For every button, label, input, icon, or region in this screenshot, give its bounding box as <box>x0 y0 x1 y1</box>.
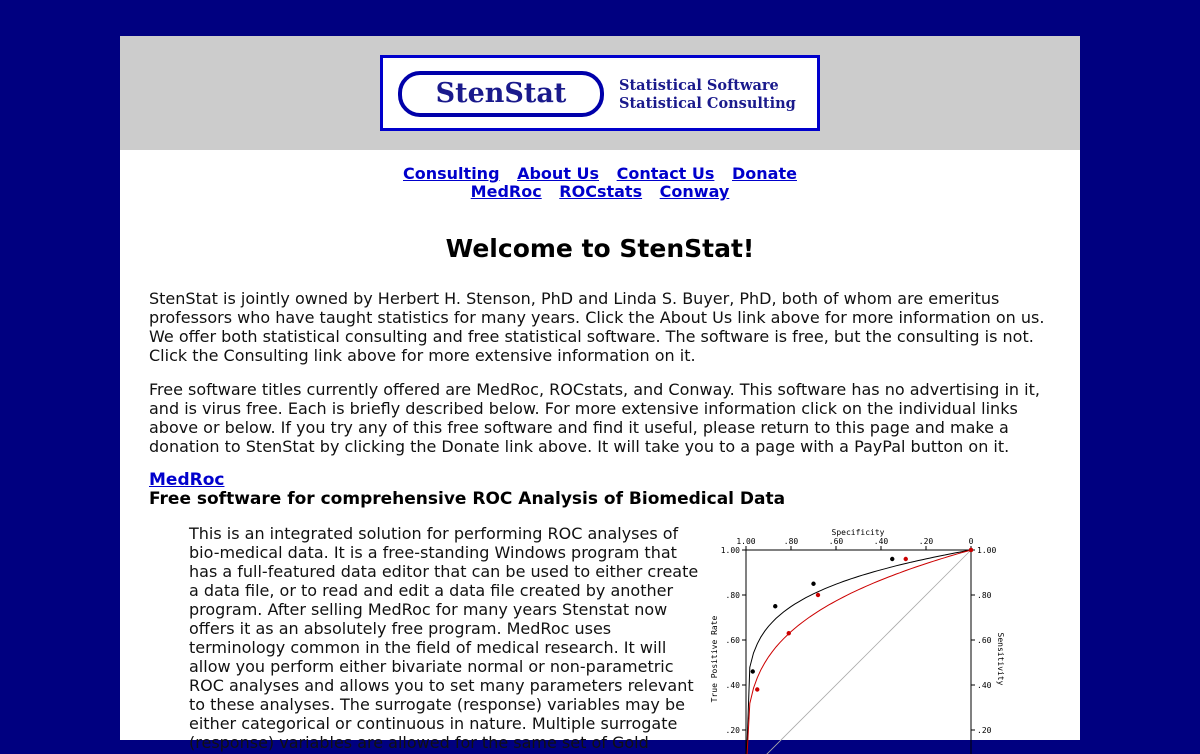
series-point-black <box>811 582 815 586</box>
series-point-black <box>751 669 755 673</box>
nav-link-about-us[interactable]: About Us <box>517 164 600 183</box>
header-banner <box>120 36 1080 150</box>
nav-link-contact-us[interactable]: Contact Us <box>616 164 715 183</box>
nav-link-consulting[interactable]: Consulting <box>403 164 500 183</box>
top-tick-label: .60 <box>828 537 844 546</box>
chart-top-ticks <box>736 537 973 550</box>
top-tick-label: .80 <box>783 537 799 546</box>
chart-diagonal <box>746 550 971 754</box>
logo-wordmark: StenStat <box>398 71 604 117</box>
series-point-red <box>787 631 791 635</box>
stenstat-logo[interactable] <box>380 55 820 131</box>
chart-label-sensitivity: Sensitivity <box>996 632 1005 686</box>
top-tick-label: 0 <box>968 537 974 546</box>
main-nav <box>120 165 1080 201</box>
chart-series-layer <box>746 548 973 754</box>
series-point-black <box>890 557 894 561</box>
page-container <box>120 36 1080 752</box>
nav-link-rocstats[interactable]: ROCstats <box>559 182 643 201</box>
right-tick-label: 1.00 <box>977 546 997 555</box>
intro-paragraph: StenStat is jointly owned by Herbert H. Stenson, PhD and Linda S. Buyer, PhD, both of whom are emeritus professors who have taught statistics for many years. Click the About Us link above for more information on us. We offer both statistical consulting and free statistical software. The software is free, but the consulting is not. Click the Consulting link above for more extensive information on it. <box>149 289 1045 365</box>
medroc-description: This is an integrated solution for performing ROC analyses of bio-medical data. It is a free-standing Windows program that has a full-featured data editor that can be used to either create a data file, or to read and edit a data file created by another program. After selling MedRoc for many years Stenstat now offers it as an absolutely free program. MedRoc uses terminology common in the field of medical research. It will allow you perform either bivariate normal or non-parametric ROC analyses and allows you to set many parameters relevant to these analyses. The surrogate (response) variables may be either categorical or continuous in nature. Multiple surrogate (response) variables are allowed for the same set of Gold <box>189 524 699 752</box>
chart-left-ticks <box>721 546 746 735</box>
chart-right-ticks <box>971 546 996 735</box>
series-point-red <box>904 557 908 561</box>
logo-tagline-consulting: Statistical Consulting <box>619 95 796 112</box>
series-point-red <box>755 687 759 691</box>
series-point-red <box>969 548 973 552</box>
top-tick-label: 1.00 <box>736 537 756 546</box>
left-tick-label: 1.00 <box>720 546 740 555</box>
right-tick-label: .80 <box>977 591 992 600</box>
series-point-red <box>816 593 820 597</box>
nav-link-conway[interactable]: Conway <box>659 182 730 201</box>
left-tick-label: .20 <box>725 726 740 735</box>
series-curve-black <box>746 550 971 754</box>
medroc-section-link[interactable]: MedRoc <box>149 470 225 490</box>
logo-tagline-software: Statistical Software <box>619 77 779 94</box>
page-title: Welcome to StenStat! <box>445 234 755 263</box>
medroc-subtitle: Free software for comprehensive ROC Analysis of Biomedical Data <box>149 489 786 509</box>
right-tick-label: .20 <box>977 726 992 735</box>
top-tick-label: .40 <box>873 537 889 546</box>
left-tick-label: .80 <box>725 591 740 600</box>
left-tick-label: .60 <box>725 636 740 645</box>
chart-plot-frame <box>746 550 971 754</box>
chart-label-specificity: Specificity <box>831 528 885 537</box>
chart-label-true-positive-rate: True Positive Rate <box>710 615 719 703</box>
software-paragraph: Free software titles currently offered are MedRoc, ROCstats, and Conway. This software has no advertising in it, and is virus free. Each is briefly described below. For more extensive information click on the individual links above or below. If you try any of this free software and find it useful, please return to this page and make a donation to StenStat by clicking the Donate link above. It will take you to a page with a PayPal button on it. <box>149 380 1040 456</box>
right-tick-label: .40 <box>977 681 992 690</box>
series-curve-red <box>746 550 971 754</box>
right-tick-label: .60 <box>977 636 992 645</box>
nav-link-donate[interactable]: Donate <box>732 164 797 183</box>
roc-chart <box>708 524 1038 754</box>
left-tick-label: .40 <box>725 681 740 690</box>
top-tick-label: .20 <box>918 537 934 546</box>
nav-link-medroc[interactable]: MedRoc <box>470 182 542 201</box>
series-point-black <box>773 604 777 608</box>
